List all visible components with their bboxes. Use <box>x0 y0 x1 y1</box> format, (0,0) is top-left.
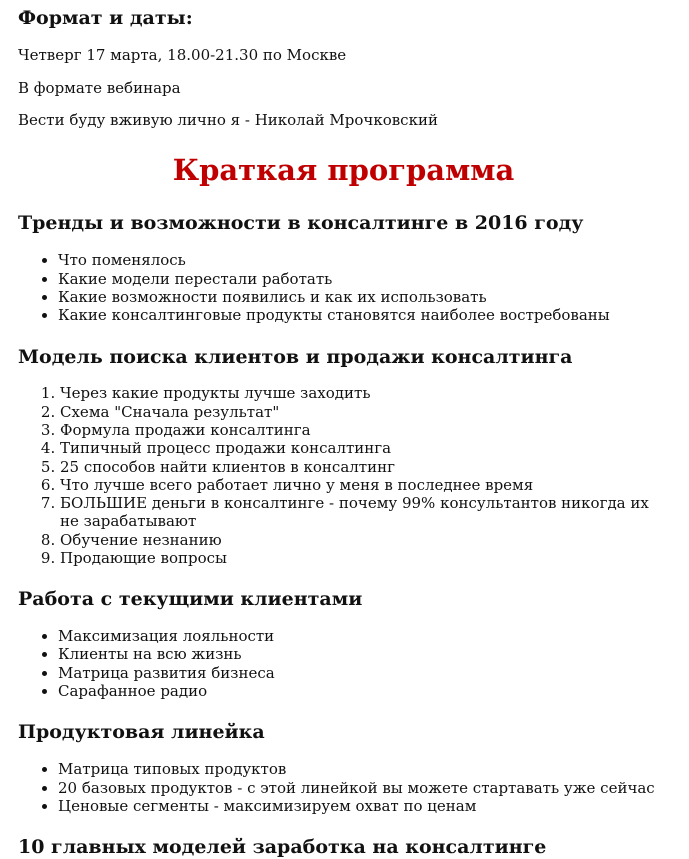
format-paragraph: В формате вебинара <box>18 78 181 97</box>
section-product-line <box>18 722 669 815</box>
list-item: 8. Обучение незнанию <box>60 531 669 549</box>
list-item: • Какие модели перестали работать <box>58 270 669 288</box>
list-item: • Ценовые сегменты - максимизируем охват по ценам <box>58 797 669 815</box>
schedule-paragraph: Четверг 17 марта, 18.00-21.30 по Москве <box>18 45 347 64</box>
section-title: Продуктовая линейка <box>18 721 265 744</box>
section-title: Тренды и возможности в консалтинге в 2016 году <box>18 212 584 235</box>
list-item: • Какие возможности появились и как их использовать <box>58 288 669 306</box>
list-item: 9. Продающие вопросы <box>60 549 669 567</box>
format-and-dates-heading: Формат и даты: <box>18 7 193 29</box>
list-item: • Матрица типовых продуктов <box>58 760 669 778</box>
list-item: 3. Формула продажи консалтинга <box>60 421 669 439</box>
section-title: Работа с текущими клиентами <box>18 588 363 611</box>
list-item: 7. БОЛЬШИЕ деньги в консалтинге - почему 99% консультантов никогда их не зарабатывают <box>60 494 669 531</box>
list-item: • Максимизация лояльности <box>58 627 669 645</box>
list-item: 5. 25 способов найти клиентов в консалтинг <box>60 458 669 476</box>
list-item: • Клиенты на всю жизнь <box>58 645 669 663</box>
list-item: • 20 базовых продуктов - с этой линейкой вы можете стартавать уже сейчас <box>58 779 669 797</box>
list-item: 1. Через какие продукты лучше заходить <box>60 384 669 402</box>
main-title: Краткая программа <box>172 153 515 188</box>
list-item: • Сарафанное радио <box>58 682 669 700</box>
section-earning-models <box>18 837 669 859</box>
host-paragraph: Вести буду вживую лично я - Николай Мрочковский <box>18 111 438 130</box>
list-item: • Матрица развития бизнеса <box>58 664 669 682</box>
section-title: Модель поиска клиентов и продажи консалтинга <box>18 345 573 368</box>
list-item: • Что поменялось <box>58 251 669 269</box>
section-title: 10 главных моделей заработка на консалтинге <box>18 836 547 859</box>
list-item: 6. Что лучше всего работает лично у меня в последнее время <box>60 476 669 494</box>
section-bullet-list <box>18 627 669 700</box>
list-item: 4. Типичный процесс продажи консалтинга <box>60 439 669 457</box>
section-current-clients <box>18 589 669 700</box>
section-client-model <box>18 347 669 568</box>
section-trends <box>18 213 669 324</box>
list-item: 2. Схема "Сначала результат" <box>60 403 669 421</box>
list-item: • Какие консалтинговые продукты становятся наиболее востребованы <box>58 306 669 324</box>
section-bullet-list <box>18 760 669 815</box>
section-numbered-list <box>18 384 669 567</box>
section-bullet-list <box>18 251 669 324</box>
